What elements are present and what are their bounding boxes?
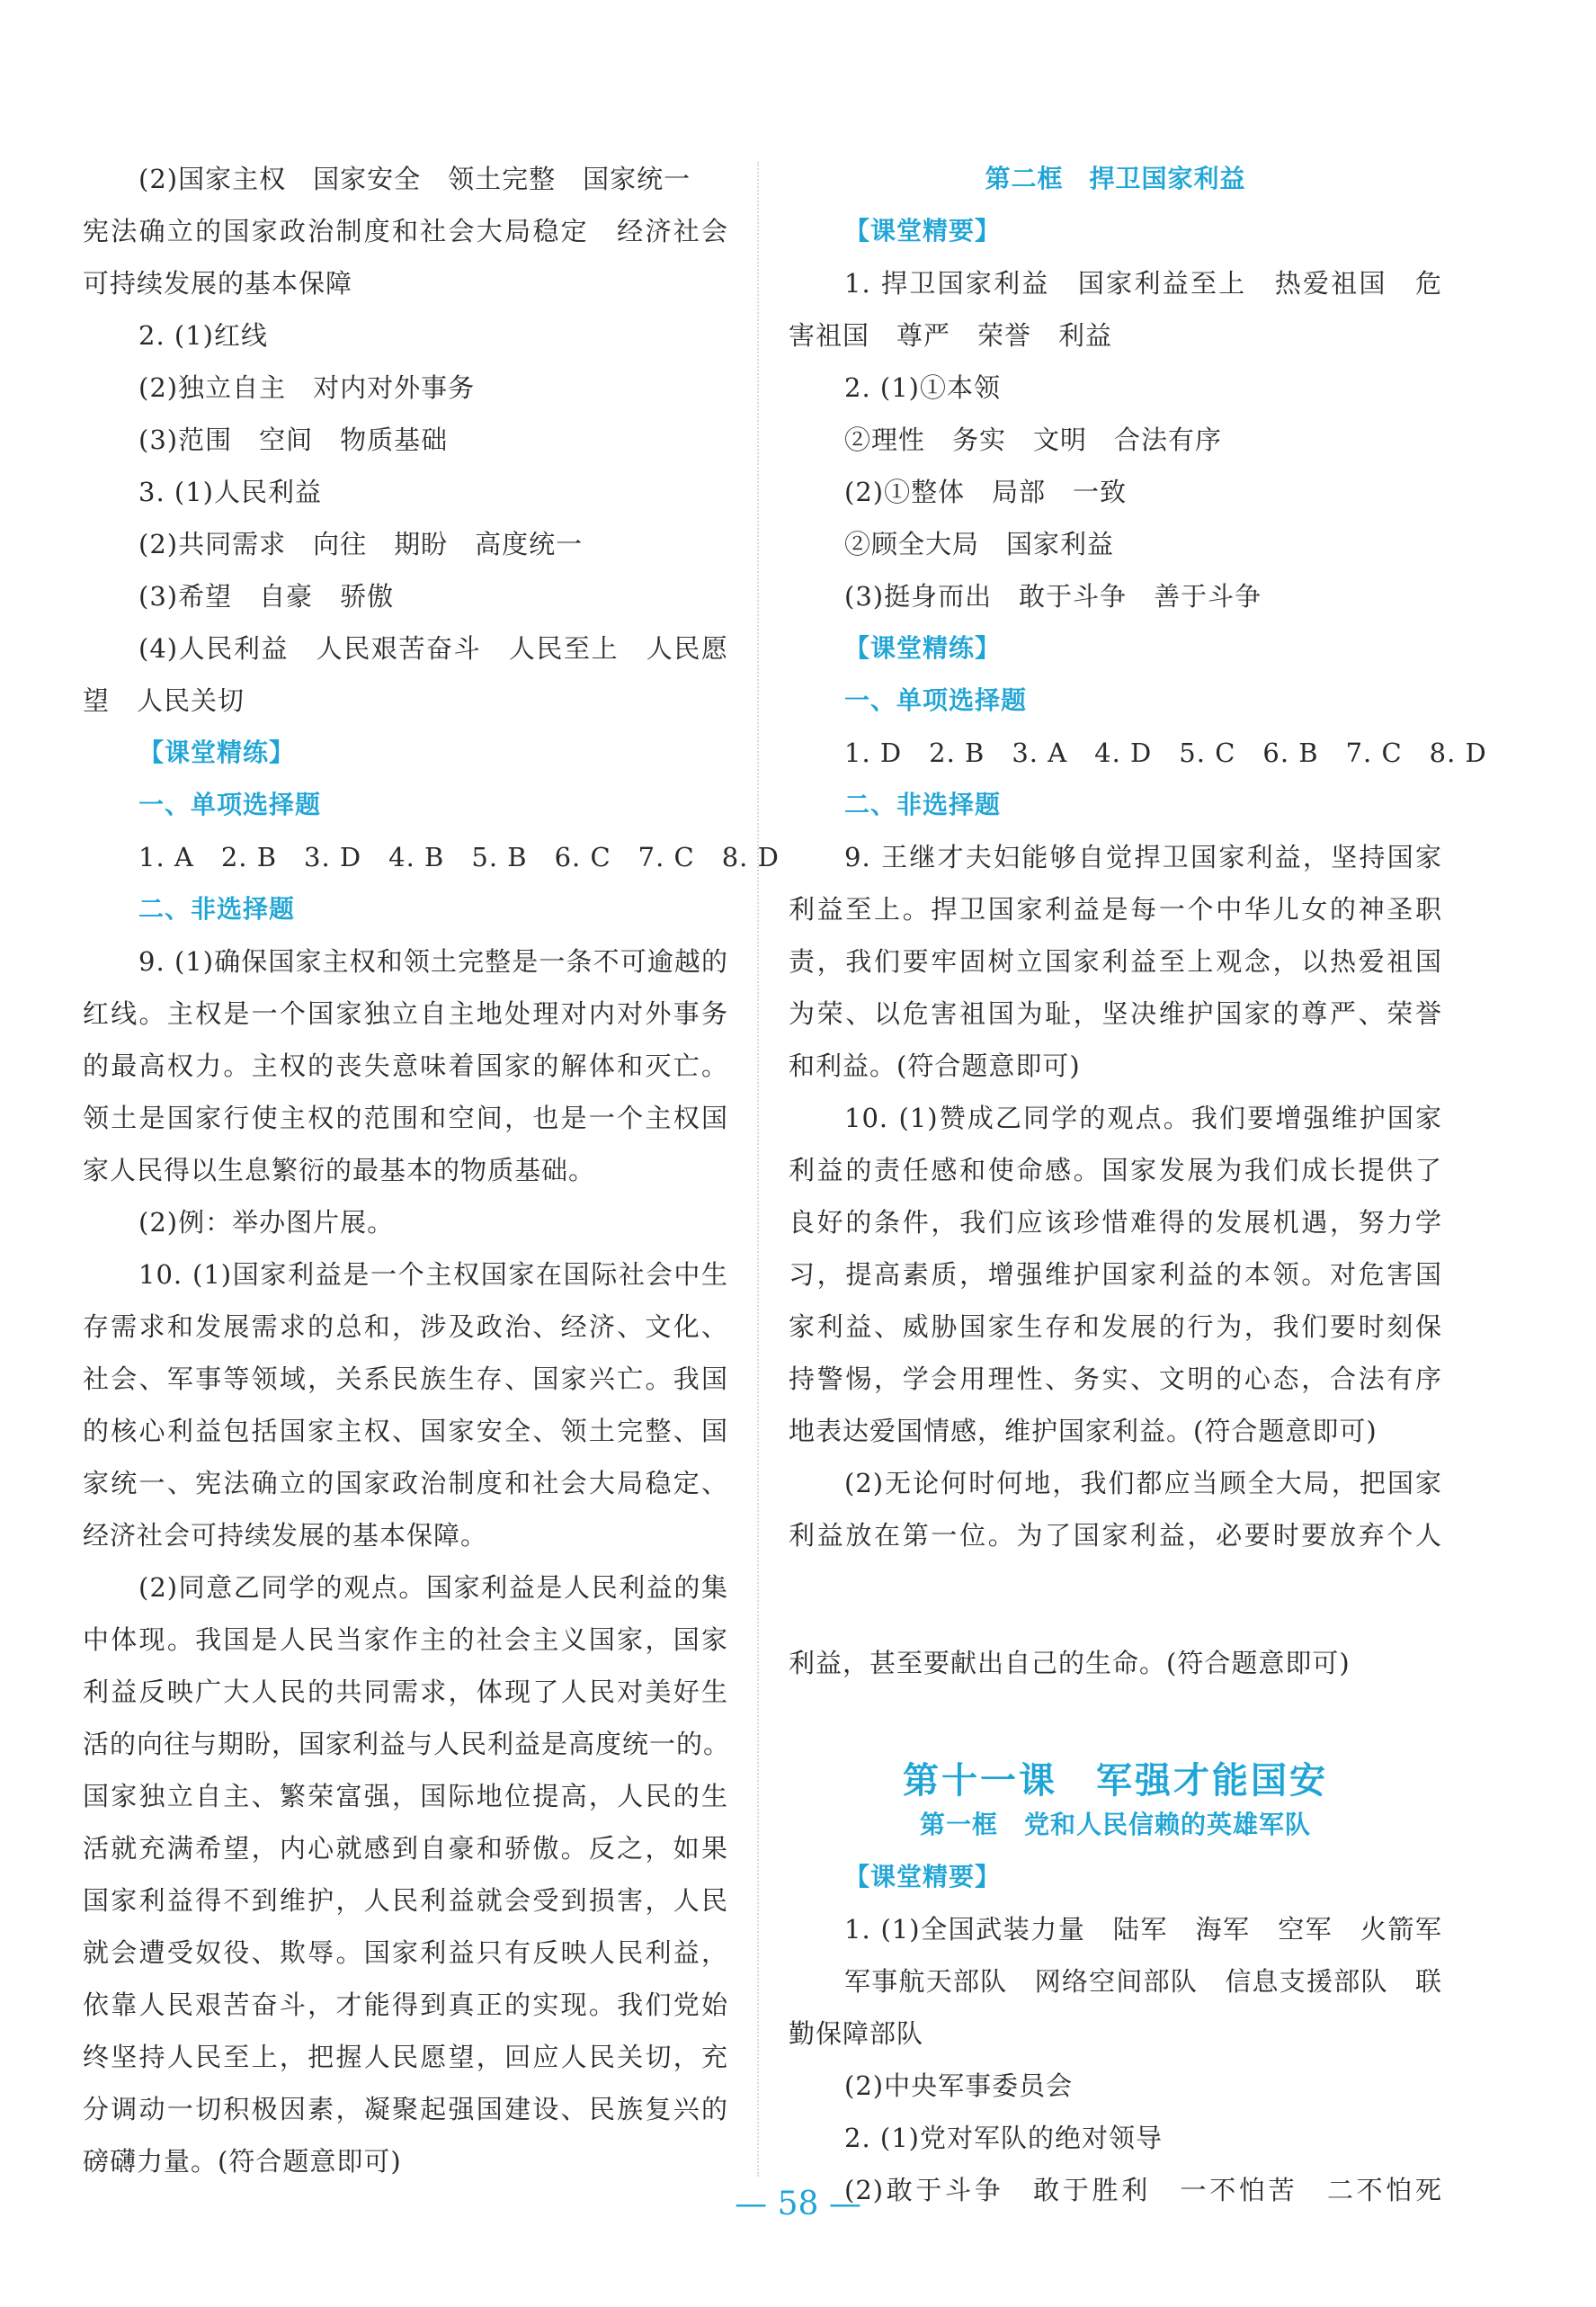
- text-line: 1. A 2. B 3. D 4. B 5. B 6. C 7. C 8. D: [138, 842, 780, 872]
- text-line: 9. 王继才夫妇能够自觉捍卫国家利益，坚持国家: [844, 842, 1442, 872]
- text-line: 责，我们要牢固树立国家利益至上观念，以热爱祖国: [789, 946, 1442, 977]
- text-line: 就会遭受奴役、欺辱。国家利益只有反映人民利益，: [83, 1937, 728, 1968]
- section-heading: 【课堂精要】: [844, 1862, 1002, 1891]
- text-line: 勤保障部队: [789, 2018, 924, 2049]
- section-heading: 一、单项选择题: [138, 790, 322, 819]
- text-line: 中体现。我国是人民当家作主的社会主义国家，国家: [83, 1624, 728, 1655]
- text-line: 望 人民关切: [83, 685, 245, 716]
- section-heading: 第十一课 军强才能国安: [903, 1760, 1328, 1802]
- text-line: 利益的责任感和使命感。国家发展为我们成长提供了: [789, 1155, 1442, 1185]
- text-line: ②顾全大局 国家利益: [844, 529, 1115, 559]
- text-line: 依靠人民艰苦奋斗，才能得到真正的实现。我们党始: [83, 1990, 728, 2020]
- text-line: (2)同意乙同学的观点。国家利益是人民利益的集: [138, 1572, 728, 1603]
- text-line: 习，提高素质，增强维护国家利益的本领。对危害国: [789, 1259, 1442, 1290]
- text-line: 利益至上。捍卫国家利益是每一个中华儿女的神圣职: [789, 894, 1442, 925]
- text-line: 存需求和发展需求的总和，涉及政治、经济、文化、: [83, 1311, 728, 1342]
- text-line: 利益反映广大人民的共同需求，体现了人民对美好生: [83, 1677, 728, 1707]
- text-line: 分调动一切积极因素，凝聚起强国建设、民族复兴的: [83, 2094, 728, 2124]
- section-heading: 【课堂精练】: [844, 633, 1002, 663]
- section-heading: 二、非选择题: [138, 894, 296, 924]
- section-heading: 【课堂精练】: [138, 738, 296, 767]
- text-line: 9. (1)确保国家主权和领土完整是一条不可逾越的: [138, 946, 728, 977]
- section-heading: 第二框 捍卫国家利益: [985, 164, 1246, 193]
- text-line: 国家独立自主、繁荣富强，国际地位提高，人民的生: [83, 1781, 728, 1811]
- page-number: — 58 —: [735, 2186, 861, 2222]
- text-line: 活的向往与期盼，国家利益与人民利益是高度统一的。: [83, 1729, 731, 1759]
- text-line: (3)范围 空间 物质基础: [138, 425, 449, 455]
- text-line: (2)无论何时何地，我们都应当顾全大局，把国家: [844, 1468, 1442, 1498]
- text-line: 良好的条件，我们应该珍惜难得的发展机遇，努力学: [789, 1207, 1442, 1238]
- text-line: 3. (1)人民利益: [138, 477, 322, 507]
- text-line: 1. D 2. B 3. A 4. D 5. C 6. B 7. C 8. D: [844, 738, 1487, 768]
- text-line: 10. (1)赞成乙同学的观点。我们要增强维护国家: [844, 1103, 1442, 1133]
- text-line: 国家利益得不到维护，人民利益就会受到损害，人民: [83, 1885, 728, 1916]
- text-line: 和利益。(符合题意即可): [789, 1051, 1081, 1081]
- text-line: (3)挺身而出 敢于斗争 善于斗争: [844, 581, 1262, 612]
- text-line: 为荣、以危害祖国为耻，坚决维护国家的尊严、荣誉: [789, 998, 1442, 1029]
- text-line: 1. (1)全国武装力量 陆军 海军 空军 火箭军: [844, 1914, 1442, 1945]
- text-line: (2)敢于斗争 敢于胜利 一不怕苦 二不怕死: [844, 2175, 1442, 2205]
- text-line: 家利益、威胁国家生存和发展的行为，我们要时刻保: [789, 1311, 1442, 1342]
- text-line: (2)独立自主 对内对外事务: [138, 372, 476, 403]
- text-line: (2)共同需求 向往 期盼 高度统一: [138, 529, 584, 559]
- text-line: 红线。主权是一个国家独立自主地处理对内对外事务: [83, 998, 728, 1029]
- text-line: 利益，甚至要献出自己的生命。(符合题意即可): [789, 1648, 1351, 1678]
- text-line: (3)希望 自豪 骄傲: [138, 581, 395, 612]
- text-line: 的核心利益包括国家主权、国家安全、领土完整、国: [83, 1416, 728, 1446]
- text-line: (2)国家主权 国家安全 领土完整 国家统一: [138, 164, 691, 194]
- section-heading: 二、非选择题: [844, 790, 1002, 819]
- text-line: 可持续发展的基本保障: [83, 268, 353, 299]
- text-line: 10. (1)国家利益是一个主权国家在国际社会中生: [138, 1259, 728, 1290]
- text-line: 的最高权力。主权的丧失意味着国家的解体和灭亡。: [83, 1051, 728, 1081]
- section-heading: 第一框 党和人民信赖的英雄军队: [919, 1810, 1311, 1839]
- text-line: 军事航天部队 网络空间部队 信息支援部队 联: [844, 1966, 1442, 1997]
- text-line: 害祖国 尊严 荣誉 利益: [789, 320, 1113, 351]
- text-line: 2. (1)红线: [138, 320, 268, 351]
- text-line: (2)中央军事委员会: [844, 2070, 1074, 2101]
- text-line: 2. (1)①本领: [844, 372, 1001, 403]
- text-line: 领土是国家行使主权的范围和空间，也是一个主权国: [83, 1103, 728, 1133]
- text-line: (4)人民利益 人民艰苦奋斗 人民至上 人民愿: [138, 633, 728, 664]
- text-line: 磅礴力量。(符合题意即可): [83, 2146, 402, 2177]
- section-heading: 【课堂精要】: [844, 216, 1002, 246]
- text-line: 利益放在第一位。为了国家利益，必要时要放弃个人: [789, 1520, 1442, 1551]
- text-line: (2)例：举办图片展。: [138, 1207, 395, 1238]
- text-line: 地表达爱国情感，维护国家利益。(符合题意即可): [789, 1416, 1378, 1446]
- text-line: (2)①整体 局部 一致: [844, 477, 1128, 507]
- text-line: 家人民得以生息繁衍的最基本的物质基础。: [83, 1155, 596, 1185]
- text-line: 持警惕，学会用理性、务实、文明的心态，合法有序: [789, 1364, 1442, 1394]
- text-line: 活就充满希望，内心就感到自豪和骄傲。反之，如果: [83, 1833, 728, 1864]
- text-line: 终坚持人民至上，把握人民愿望，回应人民关切，充: [83, 2042, 728, 2072]
- text-line: 社会、军事等领域，关系民族生存、国家兴亡。我国: [83, 1364, 728, 1394]
- text-line: ②理性 务实 文明 合法有序: [844, 425, 1223, 455]
- text-line: 1. 捍卫国家利益 国家利益至上 热爱祖国 危: [844, 268, 1442, 299]
- text-line: 宪法确立的国家政治制度和社会大局稳定 经济社会: [83, 216, 728, 246]
- text-line: 家统一、宪法确立的国家政治制度和社会大局稳定、: [83, 1468, 728, 1498]
- text-line: 2. (1)党对军队的绝对领导: [844, 2123, 1163, 2153]
- section-heading: 一、单项选择题: [844, 685, 1028, 715]
- text-line: 经济社会可持续发展的基本保障。: [83, 1520, 488, 1551]
- column-divider: [757, 162, 759, 2177]
